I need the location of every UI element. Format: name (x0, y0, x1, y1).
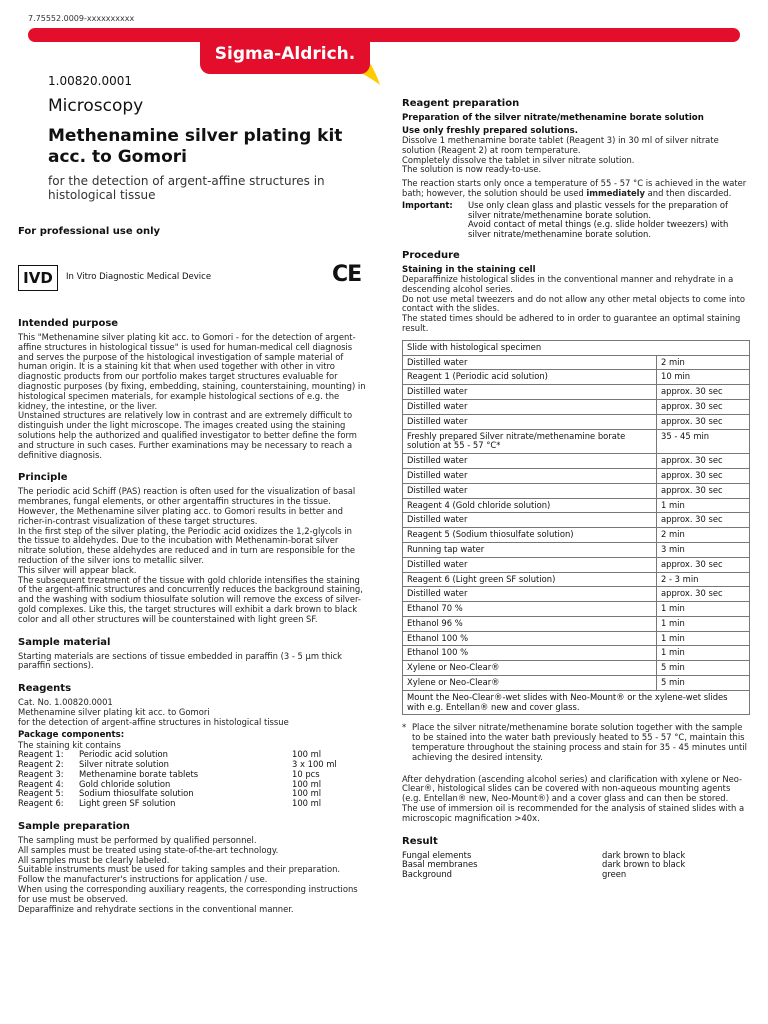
reagent-prep-p3: The solution is now ready-to-use. (402, 164, 542, 175)
step-cell: Distilled water (403, 414, 657, 429)
table-row (403, 429, 750, 454)
reagent-prep-p1: Dissolve 1 methenamine borate tablet (Reagent 3) in 30 ml of silver nitrate solution (Reagent 2) at room temperature. (402, 135, 719, 155)
result-row: Fungal elements dark brown to black (402, 849, 686, 860)
reagent-item: Reagent 1: Periodic acid solution 100 ml (18, 749, 322, 760)
step-cell: Distilled water (403, 385, 657, 400)
sample-prep-p1: The sampling must be performed by qualified personnel. (18, 835, 257, 846)
time-cell: approx. 30 sec (657, 557, 750, 572)
time-cell: 2 min (657, 355, 750, 370)
section-title-procedure: Procedure (402, 249, 460, 261)
time-cell: 35 - 45 min (657, 429, 750, 454)
procedure-p1: Deparaffinize histological slides in the conventional manner and rehydrate in a descending alcohol series. (402, 273, 734, 294)
sample-prep-p3: All samples must be clearly labeled. (18, 854, 170, 865)
section-title-principle: Principle (18, 472, 68, 484)
principle-p3: In the first step of the silver plating, the Periodic acid oxidizes the 1,2-glycols in the tissue to aldehydes. Due to the incubation with Methenamin-borat silver nitrate solution, these aldehydes are reduced and in turn are responsible for the reduction of the silver ions to metallic silver. (18, 525, 356, 565)
time-cell: approx. 30 sec (657, 385, 750, 400)
section-title-sample-prep: Sample preparation (18, 821, 130, 833)
time-cell: approx. 30 sec (657, 483, 750, 498)
step-cell: Xylene or Neo-Clear® (403, 661, 657, 676)
step-cell: Distilled water (403, 355, 657, 370)
time-cell: 3 min (657, 542, 750, 557)
time-cell: 10 min (657, 370, 750, 385)
principle-p1: The periodic acid Schiff (PAS) reaction is often used for the visualization of basal membranes, fungal elements, or other argentaffin structures in the tissue. (18, 486, 356, 507)
step-cell: Ethanol 100 % (403, 631, 657, 646)
time-cell: approx. 30 sec (657, 513, 750, 528)
reagent-item: Reagent 3: Methenamine borate tablets 10 pcs (18, 768, 320, 779)
table-row (403, 355, 750, 370)
table-row (403, 385, 750, 400)
principle-p4: This silver will appear black. (18, 564, 137, 575)
table-row (403, 602, 750, 617)
table-row (403, 513, 750, 528)
time-cell: 5 min (657, 661, 750, 676)
step-cell: Xylene or Neo-Clear® (403, 676, 657, 691)
table-footer-row (403, 690, 750, 715)
table-row (403, 483, 750, 498)
reagent-item: Reagent 4: Gold chloride solution 100 ml (18, 778, 322, 789)
intended-p1: This "Methenamine silver plating kit acc. to Gomori - for the detection of argent-affine structures in histological tissue" is used for human-medical cell diagnosis and serves the purpose of the histological investigation of sample material of human origin. It is a staining kit that when used together with other in vitro diagnostic products from our portfolio makes target structures evaluable for diagnostic purposes (by fixing, embedding, staining, counterstaining, mounting) in histological specimen materials, for example histological sections of e.g. the kidney, the intestine, or the liver. (18, 332, 366, 411)
after-p1: After dehydration (ascending alcohol series) and clarification with xylene or Neo-Clear®, histological slides can be covered with non-aqueous mounting agents (e.g. Entellan® new, Neo-Mount®) and a cover glass and can then be stored. (402, 773, 743, 804)
page-subtitle: for the detection of argent-affine structures in histological tissue (48, 174, 325, 202)
step-cell: Distilled water (403, 483, 657, 498)
step-cell: Ethanol 96 % (403, 616, 657, 631)
reagent-item: Reagent 6: Light green SF solution 100 ml (18, 798, 322, 809)
sample-prep-p2: All samples must be treated using state-of-the-art technology. (18, 844, 279, 855)
time-cell: approx. 30 sec (657, 587, 750, 602)
table-row (403, 468, 750, 483)
table-row (403, 528, 750, 543)
procedure-table (402, 340, 750, 716)
step-cell: Distilled water (403, 587, 657, 602)
time-cell: approx. 30 sec (657, 468, 750, 483)
section-title-reagents: Reagents (18, 683, 72, 695)
time-cell: 2 min (657, 528, 750, 543)
time-cell: approx. 30 sec (657, 414, 750, 429)
step-cell: Distilled water (403, 454, 657, 469)
principle-p5: The subsequent treatment of the tissue with gold chloride intensifies the staining of the argent-affinic structures and concurrently reduces the background staining, and the washing with sodium thiosulfate solution will remove the excess of silver-gold complexes. Like this, the target structures will exhibit a dark brown to black color and all other structures will be counterstained with light green SF. (18, 574, 363, 624)
sample-prep-p5: When using the corresponding auxiliary reagents, the corresponding instructions for use must be observed. (18, 884, 358, 904)
fresh-note: Use only freshly prepared solutions. (402, 126, 578, 136)
right-column (402, 98, 750, 880)
category-heading: Microscopy (48, 96, 144, 116)
step-cell: Ethanol 70 % (403, 602, 657, 617)
time-cell: 1 min (657, 616, 750, 631)
step-cell: Freshly prepared Silver nitrate/methenamine borate solution at 55 - 57 °C* (403, 429, 657, 454)
table-row (403, 587, 750, 602)
time-cell: approx. 30 sec (657, 399, 750, 414)
step-cell: Reagent 1 (Periodic acid solution) (403, 370, 657, 385)
section-title-intended: Intended purpose (18, 318, 119, 329)
step-cell: Running tap water (403, 542, 657, 557)
table-header-cell: Slide with histological specimen (403, 340, 750, 355)
step-cell: Distilled water (403, 468, 657, 483)
time-cell: 2 - 3 min (657, 572, 750, 587)
step-cell: Reagent 6 (Light green SF solution) (403, 572, 657, 587)
principle-p2: However, the Methenamine silver plating acc. to Gomori results in better and richer-in-contrast visualization of these target structures. (18, 505, 343, 526)
reagent-item: Reagent 5: Sodium thiosulfate solution 100 ml (18, 788, 322, 799)
catalog-number: 1.00820.0001 (48, 74, 132, 88)
reagents-name: Methenamine silver plating kit acc. to Gomori (18, 706, 210, 717)
table-header-row (403, 340, 750, 355)
professional-use-note: For professional use only (18, 226, 161, 237)
table-row (403, 572, 750, 587)
section-title-reagent-prep: Reagent preparation (402, 98, 520, 109)
table-row (403, 557, 750, 572)
package-title: Package components: (18, 729, 125, 740)
result-row: Basal membranes dark brown to black (402, 859, 686, 870)
table-row (403, 616, 750, 631)
ivd-badge: IVD (18, 265, 58, 291)
procedure-subtitle: Staining in the staining cell (402, 264, 536, 275)
table-row (403, 498, 750, 513)
footnote: * Place the silver nitrate/methenamine borate solution together with the sample to be stained into the water bath previously heated to 55 - 57 °C, maintain this temperature throughout the staining process and stain for 35 - 45 minutes until achieving the desired intensity. (402, 722, 747, 762)
table-row (403, 631, 750, 646)
brand-logo: Sigma-Aldrich. (214, 44, 356, 64)
reagents-cat: Cat. No. 1.00820.0001 (18, 697, 113, 708)
reagent-prep-p4: The reaction starts only once a temperature of 55 - 57 °C is achieved in the water bath; however, the solution should be used immediately and then discarded. (402, 178, 747, 198)
time-cell: 5 min (657, 676, 750, 691)
package-contains: The staining kit contains (18, 739, 121, 750)
page-title: Methenamine silver plating kit acc. to Gomori (48, 126, 343, 167)
table-row (403, 370, 750, 385)
table-row (403, 676, 750, 691)
sample-prep-p6: Deparaffinize and rehydrate sections in the conventional manner. (18, 903, 294, 914)
time-cell: 1 min (657, 498, 750, 513)
reagent-prep-subtitle: Preparation of the silver nitrate/methenamine borate solution (402, 113, 704, 123)
time-cell: 1 min (657, 646, 750, 661)
step-cell: Distilled water (403, 513, 657, 528)
section-title-sample-material: Sample material (18, 636, 111, 648)
section-title-result: Result (402, 835, 438, 847)
ce-mark-icon: CE (332, 262, 362, 287)
result-row: Background green (402, 869, 627, 880)
table-row (403, 661, 750, 676)
step-cell: Reagent 4 (Gold chloride solution) (403, 498, 657, 513)
time-cell: 1 min (657, 602, 750, 617)
table-row (403, 646, 750, 661)
reagent-list (18, 750, 366, 809)
intended-p2: Unstained structures are relatively low in contrast and are extremely difficult to distinguish under the light microscope. The images created using the staining solutions help the authorized and qualified investigator to better define the form and structure in such cases. Further examinations may be necessary to reach a definitive diagnosis. (18, 410, 357, 460)
reagent-prep-p2: Completely dissolve the tablet in silver nitrate solution. (402, 154, 635, 165)
reagent-item: Reagent 2: Silver nitrate solution 3 x 100 ml (18, 759, 337, 770)
procedure-p3: The stated times should be adhered to in order to guarantee an optimal staining result. (402, 313, 741, 333)
table-footer-cell: Mount the Neo-Clear®-wet slides with Neo-Mount® or the xylene-wet slides with e.g. Entellan® new and cover glass. (403, 690, 750, 715)
step-cell: Distilled water (403, 557, 657, 572)
table-row (403, 454, 750, 469)
after-p2: The use of immersion oil is recommended for the analysis of stained slides with a microscopic magnification >40x. (402, 803, 745, 823)
step-cell: Ethanol 100 % (403, 646, 657, 661)
sample-prep-p4: Suitable instruments must be used for taking samples and their preparation. Follow the manufacturer's instructions for application / use. (18, 864, 341, 885)
ivd-description: In Vitro Diagnostic Medical Device (66, 272, 212, 282)
important-note: Important: Use only clean glass and plastic vessels for the preparation of silver nitrate/methenamine borate solution. Avoid contact of metal things (e.g. slide holder tweezers) with silver nitrate/methenamine borate solution. (402, 199, 729, 240)
time-cell: 1 min (657, 631, 750, 646)
procedure-p2: Do not use metal tweezers and do not allow any other metal objects to come into contact with the slides. (402, 293, 745, 314)
step-cell: Reagent 5 (Sodium thiosulfate solution) (403, 528, 657, 543)
sample-material-p1: Starting materials are sections of tissue embedded in paraffin (3 - 5 µm thick paraffin sections). (18, 650, 343, 671)
document-code: 7.75552.0009-xxxxxxxxxx (28, 14, 135, 23)
table-row (403, 542, 750, 557)
reagents-desc: for the detection of argent-affine structures in histological tissue (18, 716, 289, 727)
step-cell: Distilled water (403, 399, 657, 414)
table-row (403, 414, 750, 429)
table-row (403, 399, 750, 414)
time-cell: approx. 30 sec (657, 454, 750, 469)
left-column (18, 318, 366, 914)
